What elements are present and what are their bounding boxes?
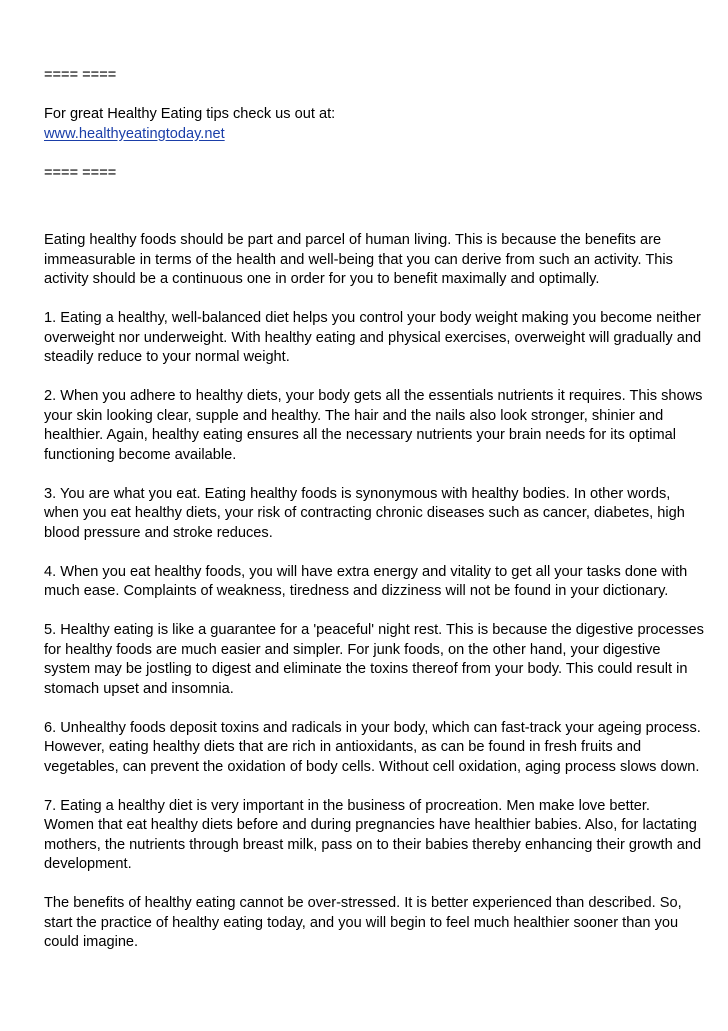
benefit-paragraph-5: 5. Healthy eating is like a guarantee for a 'peaceful' night rest. This is because the digestive processes for healthy foods are much easier and simpler. For junk foods, on the other hand, your digestive system may be jostling to digest and eliminate the toxins thereof from your body. This could result in stomach upset and insomnia. bbox=[44, 622, 704, 697]
promo-text: For great Healthy Eating tips check us out at: bbox=[44, 106, 336, 122]
benefit-paragraph-2: 2. When you adhere to healthy diets, your body gets all the essentials nutrients it requires. This shows your skin looking clear, supple and healthy. The hair and the nails also look stronger, shinier and healthier. Again, healthy eating ensures all the necessary nutrients your brain needs for its optimal functioning become available. bbox=[44, 388, 703, 463]
conclusion-paragraph: The benefits of healthy eating cannot be over-stressed. It is better experienced than described. So, start the practice of healthy eating today, and you will begin to feel much healthier sooner than you could imagine. bbox=[44, 895, 682, 950]
benefit-paragraph-3: 3. You are what you eat. Eating healthy foods is synonymous with healthy bodies. In other words, when you eat healthy diets, your risk of contracting chronic diseases such as cancer, diabetes, high blood pressure and stroke reduces. bbox=[44, 485, 685, 541]
promo-link-line bbox=[44, 125, 704, 145]
benefit-paragraph-1: 1. Eating a healthy, well-balanced diet helps you control your body weight making you become neither overweight nor underweight. With healthy eating and physical exercises, overweight will gradually and steadily reduce to your normal weight. bbox=[44, 310, 702, 365]
intro-paragraph: Eating healthy foods should be part and parcel of human living. This is because the benefits are immeasurable in terms of the health and well-being that you can derive from such an activity. This activity should be a continuous one in order for you to benefit maximally and optimally. bbox=[44, 232, 673, 287]
benefit-paragraph-6: 6. Unhealthy foods deposit toxins and radicals in your body, which can fast-track your ageing process. However, eating healthy diets that are rich in antioxidants, as can be found in fresh fruits and vegetables, can prevent the oxidation of body cells. Without cell oxidation, aging process slows down. bbox=[44, 719, 701, 775]
benefit-paragraph-4: 4. When you eat healthy foods, you will have extra energy and vitality to get all your tasks done with much ease. Complaints of weakness, tiredness and dizziness will not be found in your dictionary. bbox=[44, 563, 688, 599]
document-page bbox=[44, 66, 704, 953]
separator-bottom: ==== ==== bbox=[44, 164, 117, 181]
separator-top: ==== ==== bbox=[44, 67, 117, 83]
website-link[interactable]: www.healthyeatingtoday.net bbox=[44, 125, 225, 142]
benefit-paragraph-7: 7. Eating a healthy diet is very important in the business of procreation. Men make love better. Women that eat healthy diets before and during pregnancies have healthier babies. Also, for lactating mothers, the nutrients through breast milk, pass on to their babies thereby enhancing their growth and development. bbox=[44, 797, 702, 872]
